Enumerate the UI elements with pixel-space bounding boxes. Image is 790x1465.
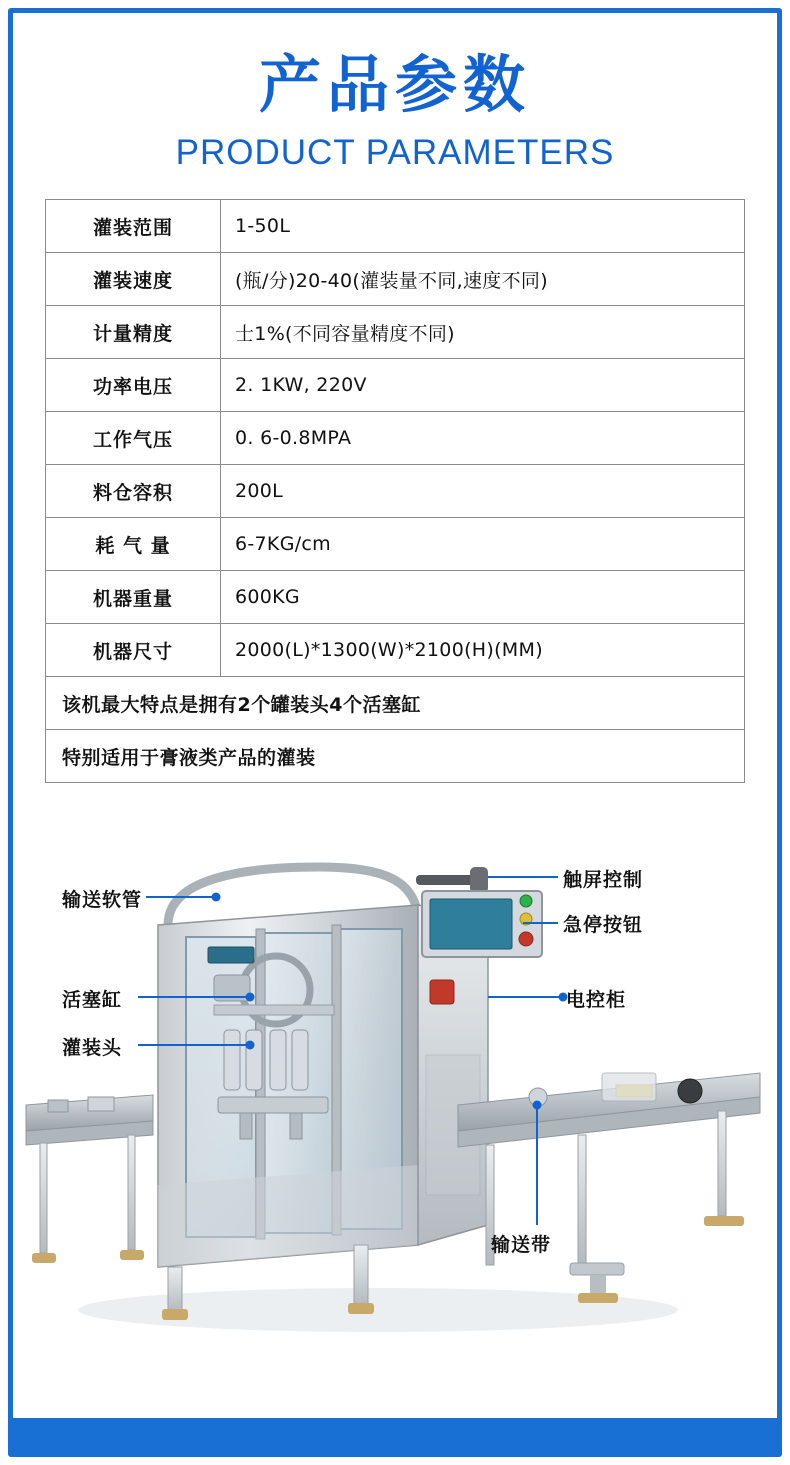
- spec-value: 1-50L: [221, 200, 745, 253]
- product-photo: [18, 805, 772, 1365]
- spec-label: 耗 气 量: [46, 518, 221, 571]
- table-row: [46, 677, 745, 730]
- spec-label: 计量精度: [46, 306, 221, 359]
- hmi-panel: [416, 867, 542, 957]
- spec-label: 机器重量: [46, 571, 221, 624]
- spec-value: 士1%(不同容量精度不同): [221, 306, 745, 359]
- table-row: [46, 200, 745, 253]
- callout-label-piston: 活塞缸: [62, 989, 123, 1012]
- callout-label-stop: 急停按钮: [563, 914, 644, 937]
- table-row: [46, 518, 745, 571]
- bottom-accent-bar: [13, 1418, 777, 1452]
- page-title-en: PRODUCT PARAMETERS: [175, 133, 615, 173]
- spec-label: 机器尺寸: [46, 624, 221, 677]
- spec-label: 工作气压: [46, 412, 221, 465]
- callout-label-touch: 触屏控制: [563, 869, 644, 892]
- table-row: [46, 306, 745, 359]
- page-content: [18, 18, 772, 1447]
- spec-label: 灌装范围: [46, 200, 221, 253]
- spec-label: 功率电压: [46, 359, 221, 412]
- left-conveyor: [26, 1095, 153, 1263]
- table-row: [46, 624, 745, 677]
- page-title-block: [18, 18, 772, 173]
- callout-label-filling: 灌装头: [62, 1037, 123, 1060]
- callout-label-belt: 输送带: [491, 1234, 552, 1257]
- spec-value: (瓶/分)20-40(灌装量不同,速度不同): [221, 253, 745, 306]
- table-row: [46, 412, 745, 465]
- page-title-cn: 产品参数: [258, 48, 531, 121]
- table-row: [46, 359, 745, 412]
- table-row: [46, 571, 745, 624]
- spec-value: 2000(L)*1300(W)*2100(H)(MM): [221, 624, 745, 677]
- table-row: [46, 465, 745, 518]
- table-row: [46, 253, 745, 306]
- spec-value: 0. 6-0.8MPA: [221, 412, 745, 465]
- main-machine: [158, 867, 418, 1320]
- right-conveyor: [458, 1073, 760, 1303]
- spec-note: 该机最大特点是拥有2个罐装头4个活塞缸: [46, 677, 745, 730]
- spec-value: 6-7KG/cm: [221, 518, 745, 571]
- specification-table: [45, 199, 745, 783]
- spec-label: 料仓容积: [46, 465, 221, 518]
- spec-value: 600KG: [221, 571, 745, 624]
- table-row: [46, 730, 745, 783]
- spec-value: 2. 1KW, 220V: [221, 359, 745, 412]
- spec-value: 200L: [221, 465, 745, 518]
- spec-label: 灌装速度: [46, 253, 221, 306]
- spec-note: 特别适用于膏液类产品的灌装: [46, 730, 745, 783]
- callout-label-cabinet: 电控柜: [566, 989, 627, 1012]
- callout-label-hose: 输送软管: [62, 889, 143, 912]
